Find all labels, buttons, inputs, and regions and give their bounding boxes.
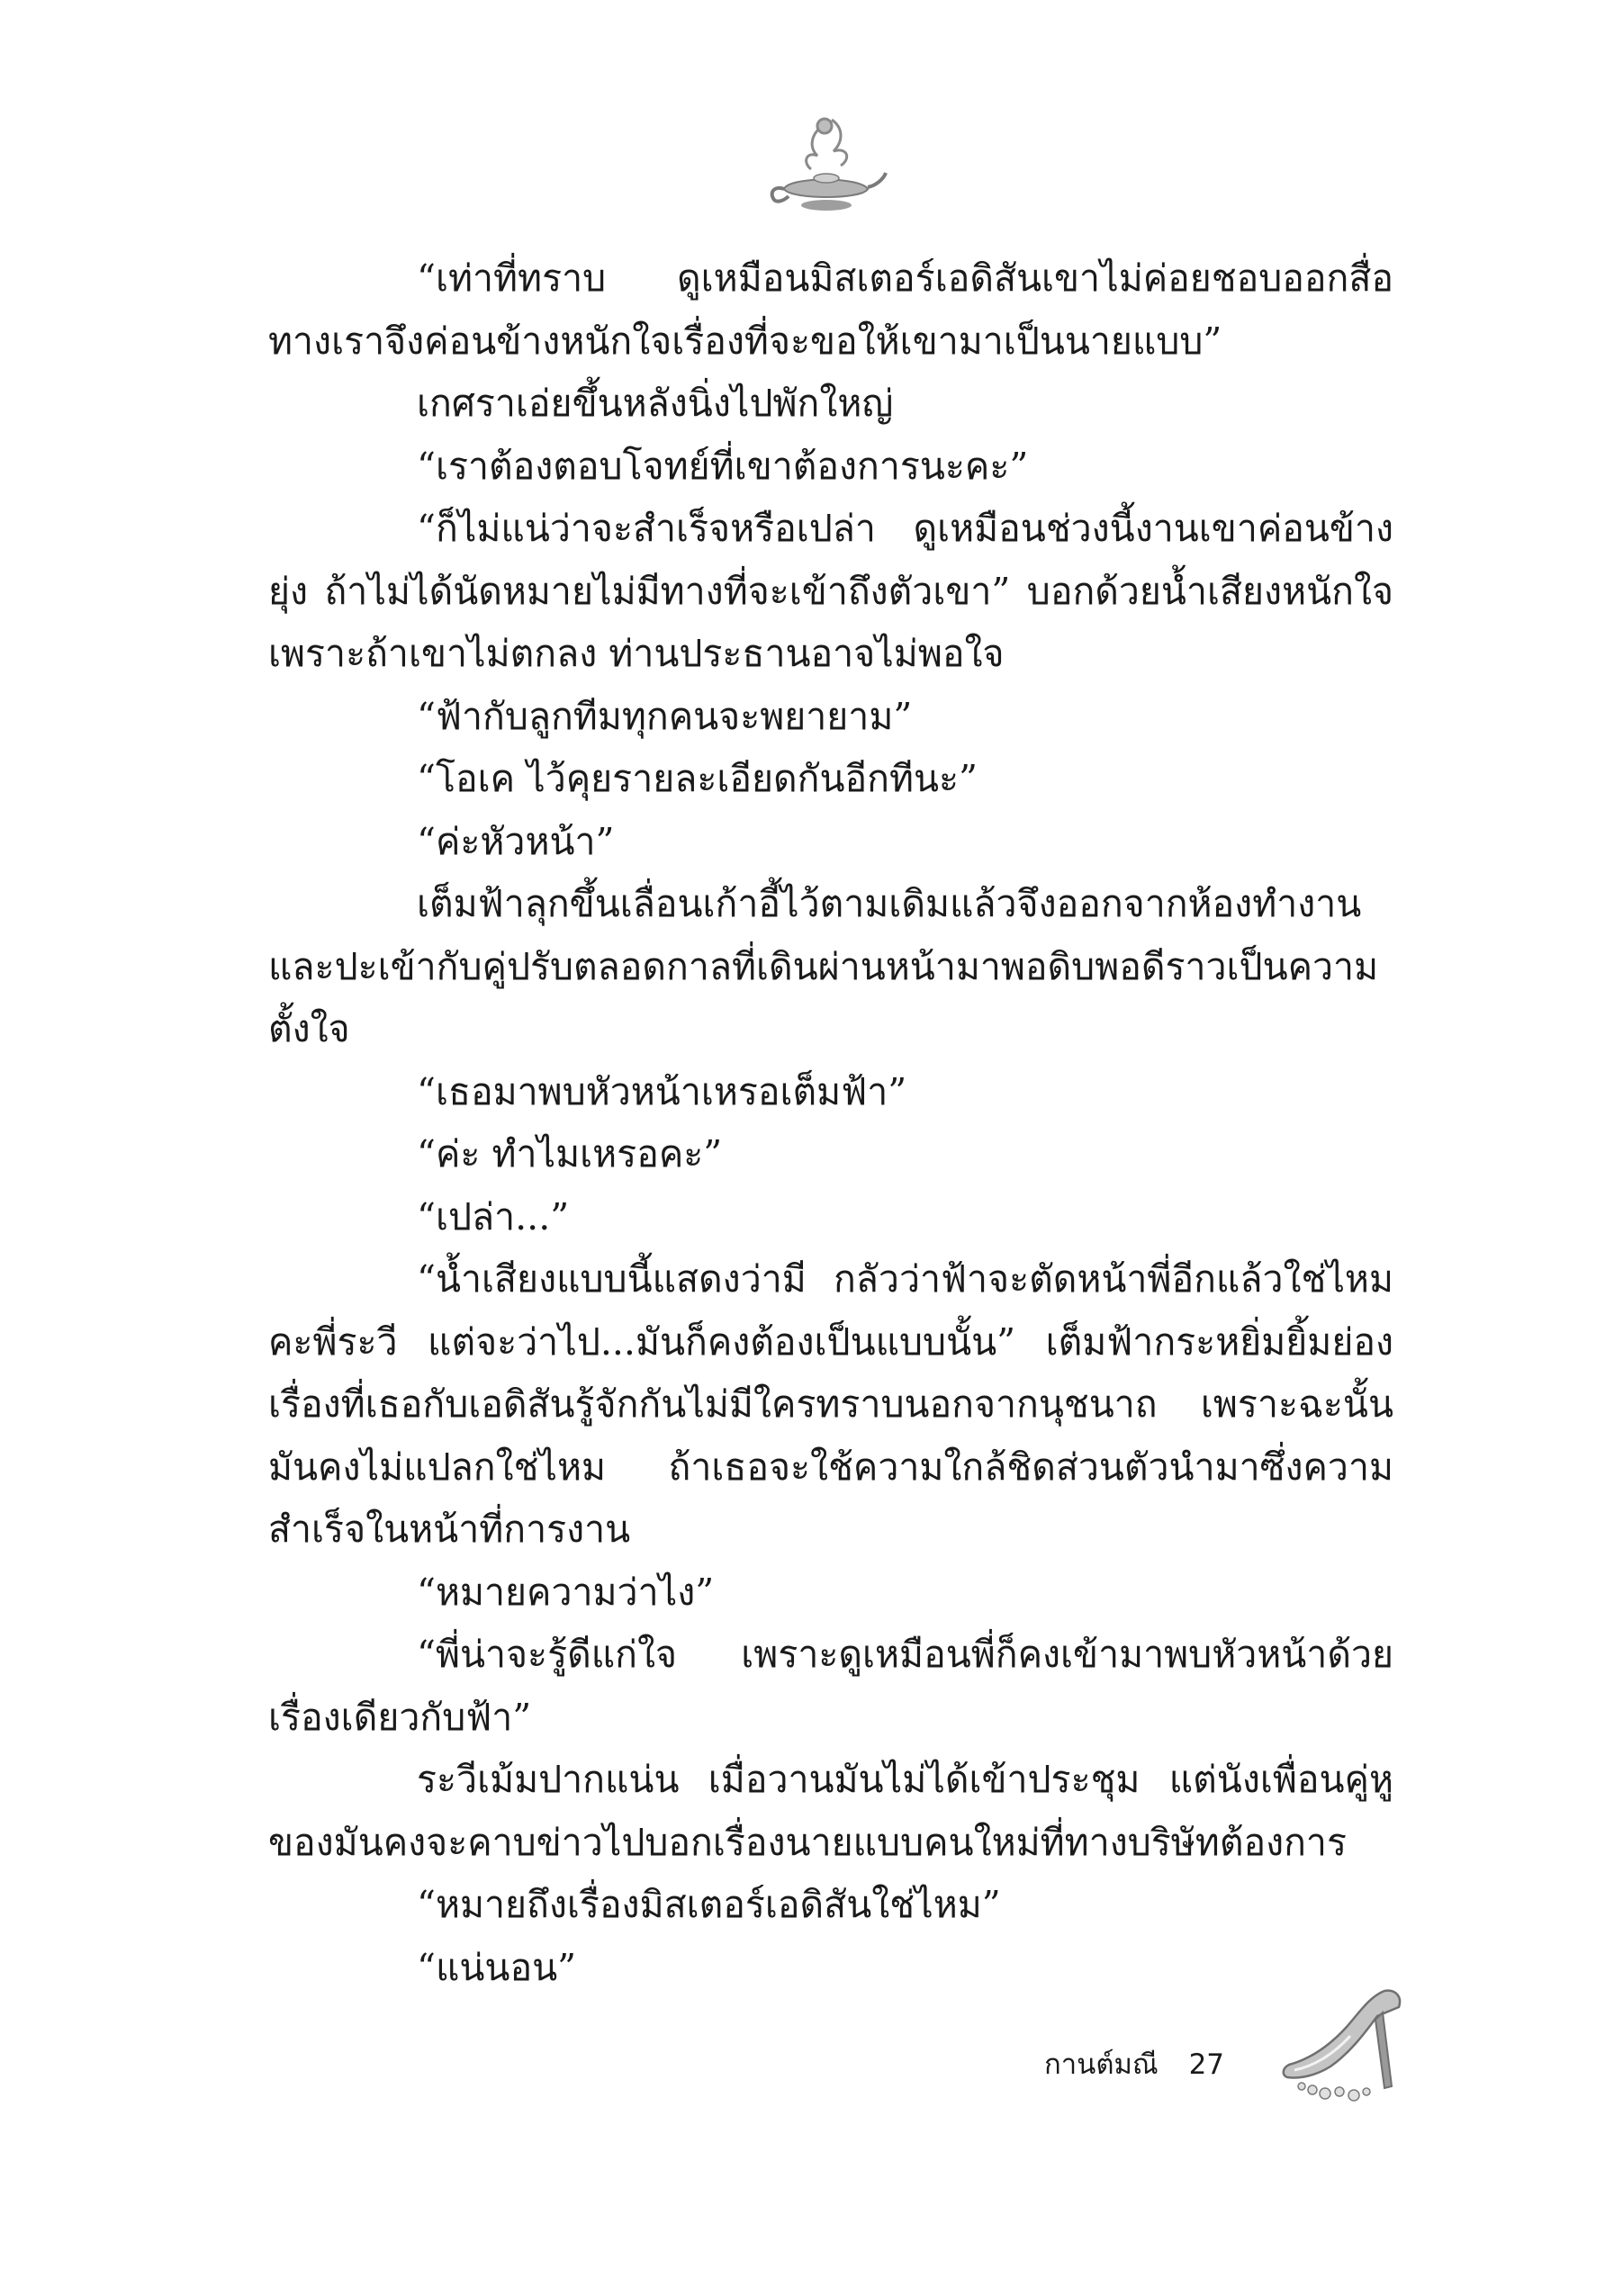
- paragraph: “หมายถึงเรื่องมิสเตอร์เอดิสันใช่ไหม”: [417, 1883, 1001, 1926]
- paragraph: “ฟ้ากับลูกทีมทุกคนจะพยายาม”: [417, 694, 913, 738]
- paragraph: “แน่นอน”: [417, 1945, 577, 1989]
- paragraph: “พี่น่าจะรู้ดีแก่ใจ เพราะดูเหมือนพี่ก็คงเข้ามาพบหัวหน้าด้วย เรื่องเดียวกับฟ้า”: [268, 1633, 1393, 1739]
- paragraph: “เท่าที่ทราบ ดูเหมือนมิสเตอร์เอดิสันเขาไม่ค่อยชอบออกสื่อ ทางเราจึงค่อนข้างหนักใจเรื่องที่จะขอให้เขามาเป็นนายแบบ”: [268, 257, 1393, 363]
- paragraph: “เปล่า...”: [417, 1194, 570, 1238]
- paragraph: “โอเค ไว้คุยรายละเอียดกันอีกทีนะ”: [417, 757, 978, 800]
- high-heel-shoe-icon: [1276, 1980, 1410, 2106]
- paragraph: “ค่ะ ทำไมเหรอคะ”: [417, 1132, 723, 1175]
- footer-author: กานต์มณี: [1044, 2048, 1159, 2081]
- paragraph: “น้ำเสียงแบบนี้แสดงว่ามี กลัวว่าฟ้าจะตัดหน้าพี่อีกแล้วใช่ไหม คะพี่ระวี แต่จะว่าไป...มันก็คงต้องเป็นแบบนั้น” เต็มฟ้ากระหยิ่มยิ้มย่อง เรื่องที่เธอกับเอดิสันรู้จักกันไม่มีใครทราบนอกจากนุชนาถ เพราะฉะนั้น มันคงไม่แปลกใช่ไหม ถ้าเธอจะใช้ความใกล้ชิดส่วนตัวนำมาซึ่งความ สำเร็จในหน้าที่การงาน: [268, 1257, 1393, 1551]
- page-footer: [1044, 2041, 1224, 2086]
- paragraph: “เธอมาพบหัวหน้าเหรอเต็มฟ้า”: [417, 1069, 907, 1113]
- magic-lamp-icon: [762, 106, 888, 232]
- paragraph: “ก็ไม่แน่ว่าจะสำเร็จหรือเปล่า ดูเหมือนช่วงนี้งานเขาค่อนข้างยุ่ง ถ้าไม่ได้นัดหมายไม่มีทางที่จะเข้าถึงตัวเขา” บอกด้วยน้ำเสียงหนักใจ เพราะถ้าเขาไม่ตกลง ท่านประธานอาจไม่พอใจ: [268, 507, 1393, 675]
- paragraph: “เราต้องตอบโจทย์ที่เขาต้องการนะคะ”: [417, 444, 1029, 488]
- paragraph: เกศราเอ่ยขึ้นหลังนิ่งไปพักใหญ่: [417, 382, 894, 425]
- page-number: 27: [1188, 2048, 1225, 2081]
- paragraph: เต็มฟ้าลุกขึ้นเลื่อนเก้าอี้ไว้ตามเดิมแล้วจึงออกจากห้องทำงาน และปะเข้ากับคู่ปรับตลอดกาลที่เดินผ่านหน้ามาพอดิบพอดีราวเป็นความตั้งใจ: [268, 882, 1379, 1050]
- paragraph: “หมายความว่าไง”: [417, 1570, 715, 1614]
- paragraph: ระวีเม้มปากแน่น เมื่อวานมันไม่ได้เข้าประชุม แต่นังเพื่อนคู่หู ของมันคงจะคาบข่าวไปบอกเรื่องนายแบบคนใหม่ที่ทางบริษัทต้องการ: [268, 1758, 1393, 1864]
- story-text: [268, 248, 1393, 1999]
- paragraph: “ค่ะหัวหน้า”: [417, 819, 615, 863]
